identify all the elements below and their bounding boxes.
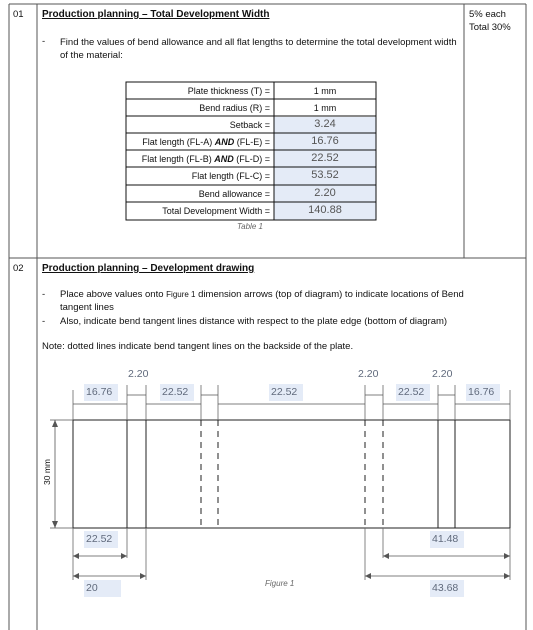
- note-text: Note: dotted lines indicate bend tangent lines on the backside of the plate.: [42, 341, 354, 352]
- table-value-fla-fle[interactable]: 16.76: [311, 135, 339, 147]
- question-02-bullet-2: Also, indicate bend tangent lines distance with respect to the plate edge (bottom of diagram): [60, 316, 448, 327]
- table-row-label-total-width: Total Development Width =: [162, 206, 270, 216]
- dim-bend-allowance-2: 2.20: [358, 368, 379, 380]
- question-01-instruction: Find the values of bend allowance and all flat lengths to determine the total development width of the material:: [60, 37, 457, 61]
- table-value-total-width[interactable]: 140.88: [308, 204, 342, 216]
- dim-bottom-right-1: 41.48: [430, 531, 464, 548]
- table-row-label-fla-fle: Flat length (FL-A) AND (FL-E) =: [142, 137, 270, 147]
- marks-each: 5% each: [469, 9, 506, 20]
- dim-bend-allowance-3: 2.20: [432, 368, 453, 380]
- dim-flat-length-c: 22.52: [269, 384, 303, 401]
- dim-flat-length-b: 22.52: [160, 384, 194, 401]
- question-number-02: 02: [13, 263, 24, 274]
- table-value-thickness: 1 mm: [313, 86, 337, 96]
- table-value-setback[interactable]: 3.24: [314, 118, 336, 130]
- question-01-title: Production planning – Total Development Width: [42, 9, 270, 20]
- question-02-title: Production planning – Development drawing: [42, 263, 255, 274]
- table-row-label-bend-allowance: Bend allowance =: [198, 189, 270, 199]
- marks-total: Total 30%: [469, 22, 511, 33]
- table-value-flb-fld[interactable]: 22.52: [311, 152, 339, 164]
- table-row-label-thickness: Plate thickness (T) =: [187, 86, 270, 96]
- table-value-bend-allowance[interactable]: 2.20: [314, 187, 336, 199]
- table-value-bend-radius: 1 mm: [313, 103, 337, 113]
- table-row-label-bend-radius: Bend radius (R) =: [199, 103, 270, 113]
- question-02-bullet-1: Place above values onto Figure 1 dimension arrows (top of diagram) to indicate locations of Bend: [60, 289, 464, 300]
- table-row-label-flb-fld: Flat length (FL-B) AND (FL-D) =: [141, 154, 270, 164]
- bullet-dash: -: [42, 289, 46, 300]
- height-label: 30 mm: [42, 459, 52, 485]
- bullet-dash: -: [42, 316, 46, 327]
- dim-bottom-left-1: 22.52: [84, 531, 118, 548]
- question-number-01: 01: [13, 9, 24, 20]
- dim-flat-length-d: 22.52: [396, 384, 430, 401]
- bullet-dash: -: [42, 36, 46, 47]
- dim-flat-length-a: 16.76: [84, 384, 118, 401]
- dim-bend-allowance-1: 2.20: [128, 368, 149, 380]
- dim-bottom-left-2: 20: [84, 580, 121, 597]
- dim-flat-length-e: 16.76: [466, 384, 500, 401]
- question-02-bullet-1-cont: tangent lines: [60, 302, 114, 313]
- table-row-label-setback: Setback =: [229, 120, 270, 130]
- table-caption: Table 1: [237, 222, 263, 231]
- figure-caption: Figure 1: [265, 579, 295, 588]
- dim-bottom-right-2: 43.68: [430, 580, 464, 597]
- table-value-flc[interactable]: 53.52: [311, 169, 339, 181]
- table-row-label-flc: Flat length (FL-C) =: [191, 171, 270, 181]
